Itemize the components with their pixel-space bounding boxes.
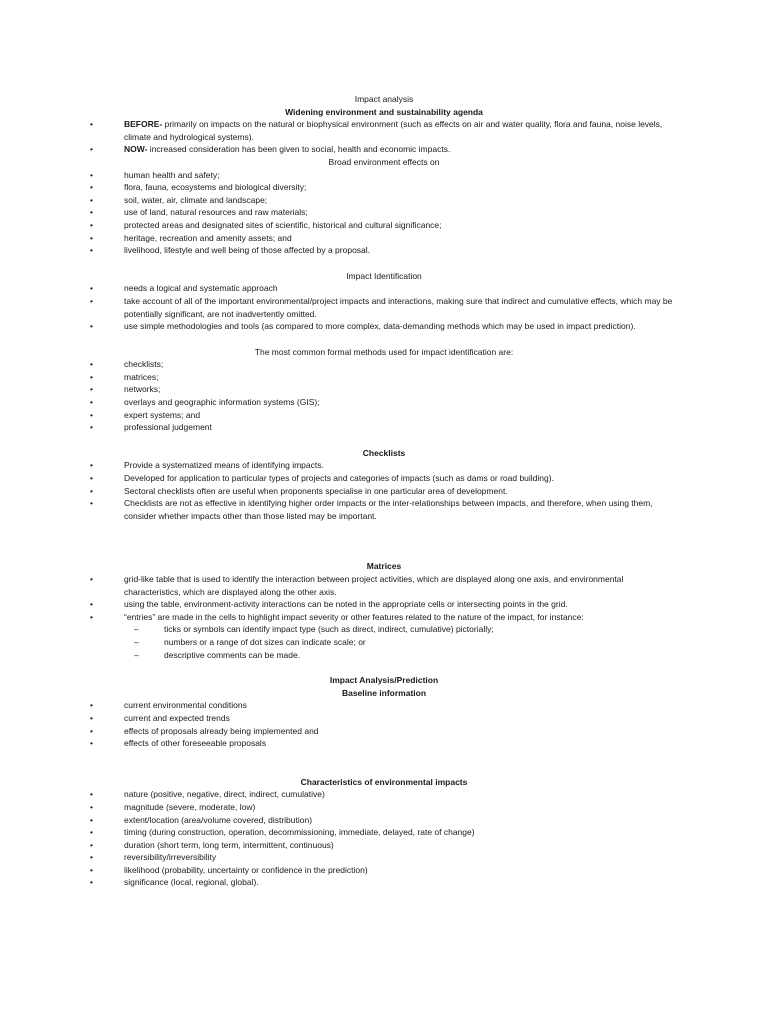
- list-item: • human health and safety;: [90, 169, 678, 182]
- list-item: • overlays and geographic information systems (GIS);: [90, 396, 678, 409]
- agenda-list: [90, 118, 678, 156]
- list-item: • Sectoral checklists often are useful when proponents specialise in one particular area of development.: [90, 485, 678, 498]
- identification-heading: Impact Identification: [346, 270, 422, 281]
- list-item: • grid-like table that is used to identify the interaction between project activities, which are displayed along one axis, and environmental characteristics, which are displayed along the other axis.: [90, 573, 678, 598]
- list-item: • Provide a systematized means of identifying impacts.: [90, 459, 678, 472]
- agenda-lead: NOW-: [124, 144, 148, 155]
- list-item: [90, 118, 678, 143]
- list-item: – ticks or symbols can identify impact type (such as direct, indirect, cumulative) pictorially;: [90, 623, 678, 636]
- list-item: • networks;: [90, 383, 678, 396]
- list-item: [90, 143, 678, 156]
- agenda-text: increased consideration has been given to social, health and economic impacts.: [147, 144, 451, 155]
- list-item: • professional judgement: [90, 421, 678, 434]
- list-item: • current and expected trends: [90, 712, 678, 725]
- identification-list: [90, 282, 678, 332]
- list-item: • use of land, natural resources and raw materials;: [90, 206, 678, 219]
- prediction-heading: Impact Analysis/Prediction: [329, 675, 439, 686]
- list-item: • effects of proposals already being implemented and: [90, 725, 678, 738]
- list-item: • timing (during construction, operation, decommissioning, immediate, delayed, rate of change): [90, 826, 678, 839]
- list-item: • likelihood (probability, uncertainty or confidence in the prediction): [90, 864, 678, 877]
- agenda-lead: BEFORE-: [124, 119, 163, 130]
- list-item: • “entries” are made in the cells to highlight impact severity or other features related to the nature of the impact, for instance:: [90, 611, 678, 624]
- list-item: • expert systems; and: [90, 409, 678, 422]
- methods-heading: The most common formal methods used for impact identification are:: [254, 346, 514, 357]
- matrices-sublist: [90, 623, 678, 661]
- list-item: • needs a logical and systematic approach: [90, 282, 678, 295]
- list-item: – descriptive comments can be made.: [90, 649, 678, 662]
- document-title: Impact analysis: [354, 94, 414, 104]
- matrices-heading: Matrices: [366, 561, 402, 572]
- list-item: • effects of other foreseeable proposals: [90, 737, 678, 750]
- list-item: • matrices;: [90, 371, 678, 384]
- list-item: • take account of all of the important environmental/project impacts and interactions, making sure that indirect and cumulative effects, which may be potentially significant, are not inadvertently omitted.: [90, 295, 678, 320]
- checklists-list: [90, 459, 678, 522]
- list-item: • checklists;: [90, 358, 678, 371]
- baseline-heading: Baseline information: [341, 687, 427, 698]
- list-item: • current environmental conditions: [90, 699, 678, 712]
- list-item: • extent/location (area/volume covered, distribution): [90, 814, 678, 827]
- agenda-heading: Widening environment and sustainability agenda: [285, 106, 483, 117]
- list-item: • livelihood, lifestyle and well being of those affected by a proposal.: [90, 244, 678, 257]
- document-body: [90, 93, 678, 889]
- list-item: • magnitude (severe, moderate, low): [90, 801, 678, 814]
- baseline-list: [90, 699, 678, 749]
- list-item: • use simple methodologies and tools (as compared to more complex, data-demanding methods which may be used in impact prediction).: [90, 320, 678, 333]
- list-item: • Checklists are not as effective in identifying higher order impacts or the inter-relationships between impacts, and therefore, when using them, consider whether impacts other than those listed may be important.: [90, 497, 678, 522]
- agenda-text: primarily on impacts on the natural or biophysical environment (such as effects on air and water quality, flora and fauna, noise levels, climate and hydrological systems).: [124, 119, 663, 142]
- list-item: • significance (local, regional, global).: [90, 876, 678, 889]
- list-item: • using the table, environment-activity interactions can be noted in the appropriate cells or intersecting points in the grid.: [90, 598, 678, 611]
- checklists-heading: Checklists: [362, 447, 406, 458]
- list-item: • reversibility/irreversibility: [90, 851, 678, 864]
- methods-list: [90, 358, 678, 434]
- list-item: • Developed for application to particular types of projects and categories of impacts (such as dams or road building).: [90, 472, 678, 485]
- list-item: • soil, water, air, climate and landscape;: [90, 194, 678, 207]
- characteristics-list: [90, 788, 678, 889]
- list-item: – numbers or a range of dot sizes can indicate scale; or: [90, 636, 678, 649]
- list-item: • nature (positive, negative, direct, indirect, cumulative): [90, 788, 678, 801]
- broad-list: [90, 169, 678, 257]
- list-item: • flora, fauna, ecosystems and biological diversity;: [90, 181, 678, 194]
- broad-heading: Broad environment effects on: [328, 156, 440, 167]
- matrices-list: [90, 573, 678, 623]
- list-item: • protected areas and designated sites of scientific, historical and cultural significance;: [90, 219, 678, 232]
- list-item: • heritage, recreation and amenity assets; and: [90, 232, 678, 245]
- list-item: • duration (short term, long term, intermittent, continuous): [90, 839, 678, 852]
- characteristics-heading: Characteristics of environmental impacts: [300, 776, 468, 787]
